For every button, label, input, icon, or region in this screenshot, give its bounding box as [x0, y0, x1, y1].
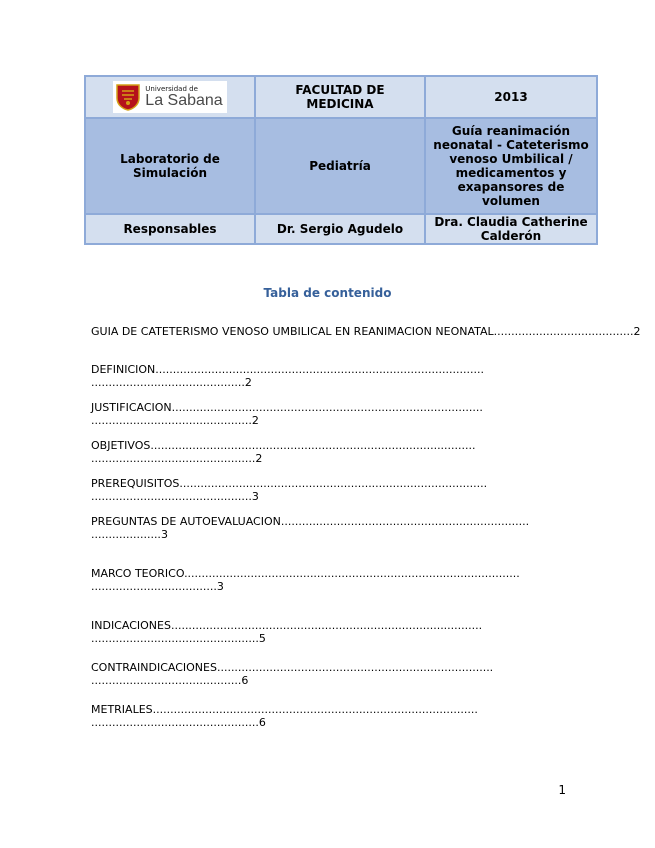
responsable-1-cell: Dr. Sergio Agudelo: [255, 214, 425, 244]
toc-entry-metriales[interactable]: [91, 703, 563, 729]
responsable-2-cell: Dra. Claudia Catherine Calderón: [425, 214, 597, 244]
toc-entry-page: 2: [244, 376, 252, 389]
toc-leader: ......................................................................................... ................................................: [91, 619, 483, 645]
toc-entry-preguntas[interactable]: [91, 515, 563, 541]
shield-icon: [115, 83, 141, 111]
toc-leader: ........................................: [493, 325, 634, 338]
toc-leader: .............................................................................................. ............................................: [91, 363, 484, 389]
toc-entry-title: GUIA DE CATETERISMO VENOSO UMBILICAL EN REANIMACION NEONATAL: [91, 325, 494, 338]
guide-cell: Guía reanimación neonatal - Cateterismo venoso Umbilical / medicamentos y exapansores de volumen: [425, 118, 597, 214]
toc-leader: ............................................................................... ...........................................: [91, 661, 494, 687]
document-header-table: [84, 75, 598, 245]
year-cell: 2013: [425, 76, 597, 118]
toc-entry-page: 5: [258, 632, 266, 645]
logo-cell: [85, 76, 255, 118]
toc-entry-objetivos[interactable]: [91, 439, 563, 465]
toc-leader: ....................................................................... ....................: [91, 515, 530, 541]
toc-entry-title: METRIALES: [91, 703, 153, 716]
toc-entry-page: 6: [241, 674, 249, 687]
toc-entry-page: 6: [258, 716, 266, 729]
toc-entry-marco-teorico[interactable]: [91, 567, 563, 593]
toc-entry-title: INDICACIONES: [91, 619, 171, 632]
header-row-1: [85, 76, 597, 118]
toc-entry-page: 2: [251, 414, 259, 427]
logo-big-text: La Sabana: [145, 91, 223, 109]
toc-leader: ......................................................................................... ..............................................: [91, 401, 483, 427]
logo-small-text: Universidad de: [145, 84, 198, 93]
department-cell: Pediatría: [255, 118, 425, 214]
toc-entry-title: JUSTIFICACION: [91, 401, 172, 414]
faculty-cell: FACULTAD DE MEDICINA: [255, 76, 425, 118]
toc-entry-page: 2: [633, 325, 641, 338]
toc-entry-title: PREREQUISITOS: [91, 477, 180, 490]
toc-entry-page: 2: [255, 452, 263, 465]
toc-entry-contraindicaciones[interactable]: [91, 661, 563, 687]
toc-entry-title: MARCO TEORICO: [91, 567, 185, 580]
toc-entry-title: PREGUNTAS DE AUTOEVALUACION: [91, 515, 281, 528]
toc-leader: ............................................................................................. ...............................................: [91, 439, 476, 465]
header-row-3: [85, 214, 597, 244]
toc-leader: ................................................................................................ ....................................: [91, 567, 520, 593]
toc-entry-title: OBJETIVOS: [91, 439, 151, 452]
header-row-2: [85, 118, 597, 214]
toc-entry-indicaciones[interactable]: [91, 619, 563, 645]
toc-title: Tabla de contenido: [263, 286, 392, 300]
toc-entry-page: 3: [251, 490, 259, 503]
responsables-label-cell: Responsables: [85, 214, 255, 244]
toc-entry-title: CONTRAINDICACIONES: [91, 661, 217, 674]
lab-cell: Laboratorio de Simulación: [85, 118, 255, 214]
toc-entry-justificacion[interactable]: [91, 401, 563, 427]
toc-entry-page: 3: [160, 528, 168, 541]
toc-leader: ............................................................................................. ................................................: [91, 703, 478, 729]
toc-entry-prerequisitos[interactable]: [91, 477, 563, 503]
toc-entry-guia[interactable]: [91, 325, 641, 338]
toc-entry-page: 3: [216, 580, 224, 593]
toc-entry-title: DEFINICION: [91, 363, 156, 376]
toc-entry-definicion[interactable]: [91, 363, 563, 389]
university-logo: [113, 81, 226, 113]
page-number: 1: [558, 783, 566, 797]
toc-leader: ........................................................................................ ..............................................: [91, 477, 488, 503]
